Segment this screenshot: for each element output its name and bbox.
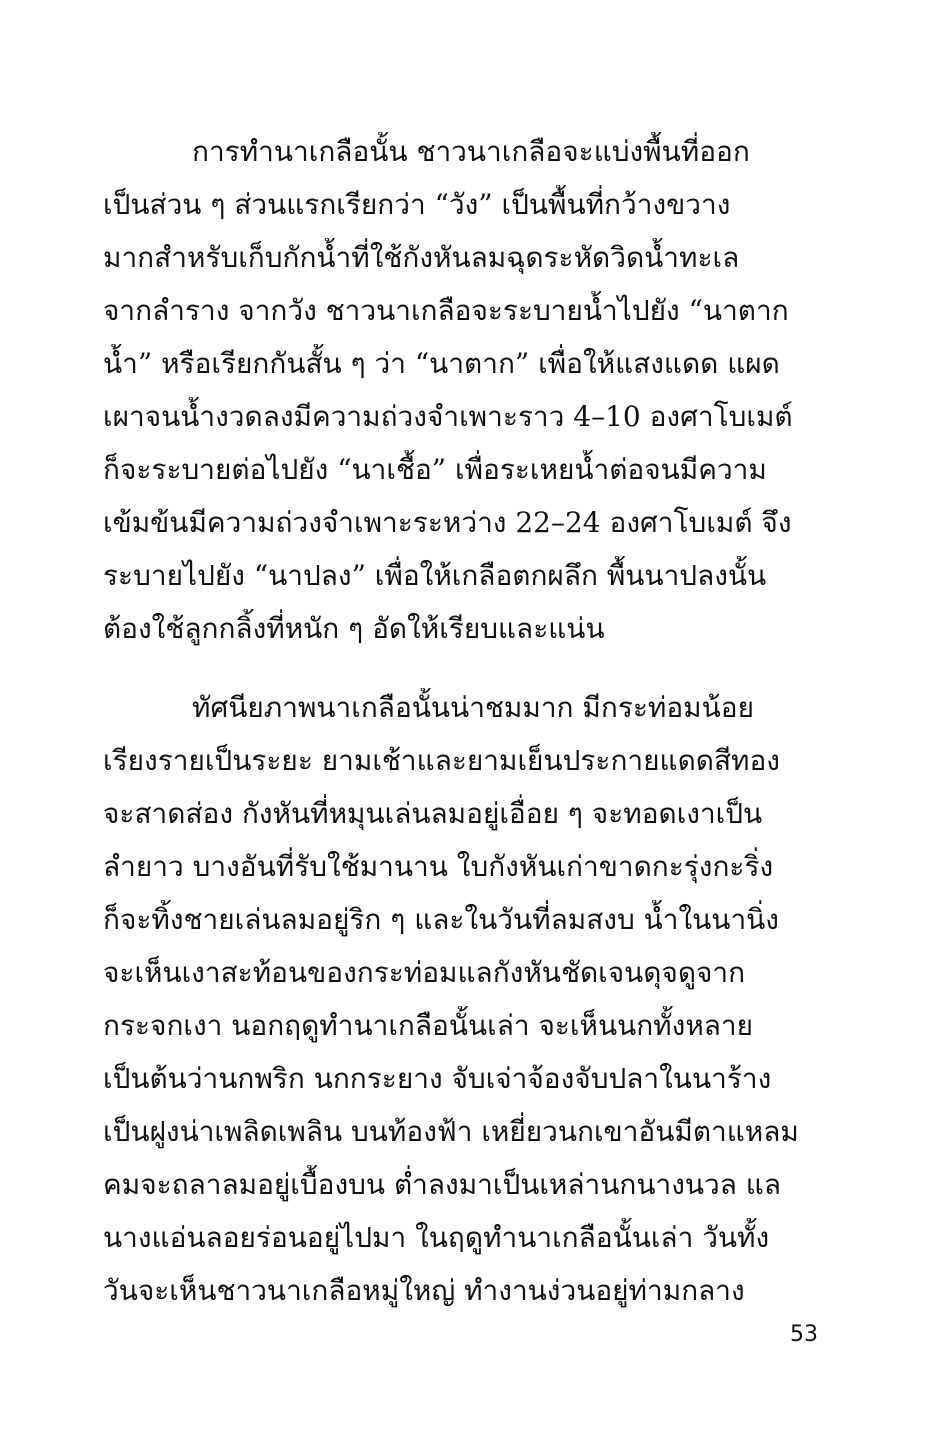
- text-line: กระจกเงา นอกฤดูทำนาเกลือนั้นเล่า จะเห็นนกทั้งหลาย: [103, 1009, 754, 1042]
- text-line: ทัศนียภาพนาเกลือนั้นน่าชมมาก มีกระท่อมน้อย: [192, 691, 754, 724]
- text-line: ลำยาว บางอันที่รับใช้มานาน ใบกังหันเก่าขาดกะรุ่งกะริ่ง: [103, 850, 774, 883]
- text-line: ต้องใช้ลูกกลิ้งที่หนัก ๆ อัดให้เรียบและแน่น: [103, 612, 605, 645]
- text-line: การทำนาเกลือนั้น ชาวนาเกลือจะแบ่งพื้นที่ออก: [192, 135, 750, 168]
- text-line: มากสำหรับเก็บกักน้ำที่ใช้กังหันลมฉุดระหัดวิดน้ำทะเล: [103, 241, 740, 274]
- text-line: จากลำราง จากวัง ชาวนาเกลือจะระบายน้ำไปยัง “นาตาก: [103, 294, 789, 327]
- text-line: เรียงรายเป็นระยะ ยามเช้าและยามเย็นประกายแดดสีทอง: [103, 744, 780, 777]
- text-line: นางแอ่นลอยร่อนอยู่ไปมา ในฤดูทำนาเกลือนั้นเล่า วันทั้ง: [103, 1221, 770, 1254]
- text-line: ก็จะระบายต่อไปยัง “นาเชื้อ” เพื่อระเหยน้ำต่อจนมีความ: [103, 453, 767, 486]
- text-line: เป็นฝูงน่าเพลิดเพลิน บนท้องฟ้า เหยี่ยวนกเขาอันมีตาแหลม: [103, 1115, 799, 1148]
- text-line: คมจะถลาลมอยู่เบื้องบน ต่ำลงมาเป็นเหล่านกนางนวล แล: [103, 1168, 782, 1201]
- text-line: น้ำ” หรือเรียกกันสั้น ๆ ว่า “นาตาก” เพื่อให้แสงแดด แผด: [103, 347, 780, 380]
- text-line: เป็นส่วน ๆ ส่วนแรกเรียกว่า “วัง” เป็นพื้นที่กว้างขวาง: [103, 188, 731, 221]
- text-line: จะสาดส่อง กังหันที่หมุนเล่นลมอยู่เอื่อย ๆ จะทอดเงาเป็น: [103, 797, 763, 830]
- text-line: ระบายไปยัง “นาปลง” เพื่อให้เกลือตกผลึก พื้นนาปลงนั้น: [103, 559, 767, 592]
- page-number: 53: [790, 1322, 818, 1347]
- text-line: เข้มข้นมีความถ่วงจำเพาะระหว่าง 22–24 องศาโบเมต์ จึง: [103, 506, 792, 539]
- text-line: เป็นต้นว่านกพริก นกกระยาง จับเจ่าจ้องจับปลาในนาร้าง: [103, 1062, 772, 1095]
- text-line: วันจะเห็นชาวนาเกลือหมู่ใหญ่ ทำงานง่วนอยู่ท่ามกลาง: [103, 1274, 745, 1307]
- text-line: เผาจนน้ำงวดลงมีความถ่วงจำเพาะราว 4–10 องศาโบเมต์: [103, 400, 793, 433]
- text-line: ก็จะทิ้งชายเล่นลมอยู่ริก ๆ และในวันที่ลมสงบ น้ำในนานิ่ง: [103, 903, 779, 936]
- text-line: จะเห็นเงาสะท้อนของกระท่อมแลกังหันชัดเจนดุจดูจาก: [103, 956, 746, 989]
